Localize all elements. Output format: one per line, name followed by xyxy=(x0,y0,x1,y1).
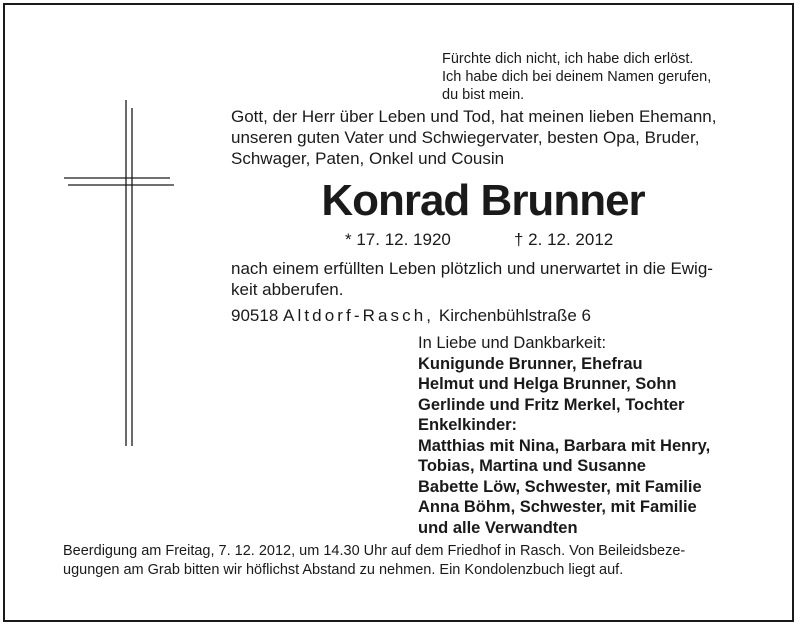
address-zip: 90518 xyxy=(231,306,279,325)
mourner-line: Babette Löw, Schwester, mit Familie xyxy=(418,477,702,496)
passing-line: keit abberufen. xyxy=(231,280,344,299)
passing-line: nach einem erfüllten Leben plötzlich und unerwartet in die Ewig- xyxy=(231,259,713,278)
birth-date: * 17. 12. 1920 xyxy=(345,230,451,249)
address-street: Kirchenbühlstraße 6 xyxy=(438,306,591,325)
verse-line: du bist mein. xyxy=(442,87,525,103)
mourner-line: Tobias, Martina und Susanne xyxy=(418,457,646,475)
death-date: † 2. 12. 2012 xyxy=(514,230,614,249)
mourner-line: Anna Böhm, Schwester, mit Familie xyxy=(418,498,697,516)
verse-line: Ich habe dich bei deinem Namen gerufen, xyxy=(442,69,712,85)
funeral-line: ugungen am Grab bitten wir höflichst Abstand zu nehmen. Ein Kondolenzbuch liegt auf. xyxy=(63,562,624,578)
mourner-line: Gerlinde und Fritz Merkel, Tochter xyxy=(418,395,685,414)
cross-icon xyxy=(64,100,174,450)
deceased-name: Konrad Brunner xyxy=(321,176,645,225)
mourner-line: Enkelkinder: xyxy=(418,416,518,434)
mourner-line: Kunigunde Brunner, Ehefrau xyxy=(418,354,643,373)
intro-text xyxy=(231,106,771,169)
address-town: Altdorf-Rasch, xyxy=(283,306,435,325)
mourners-lead: In Liebe und Dankbarkeit: xyxy=(418,334,607,352)
address xyxy=(231,305,591,326)
passing-text xyxy=(231,258,713,300)
intro-line: unseren guten Vater und Schwiegervater, besten Opa, Bruder, xyxy=(231,128,700,147)
bible-verse xyxy=(442,50,711,104)
mourners-list xyxy=(418,333,710,538)
intro-line: Schwager, Paten, Onkel und Cousin xyxy=(231,149,505,168)
funeral-line: Beerdigung am Freitag, 7. 12. 2012, um 14.30 Uhr auf dem Friedhof in Rasch. Von Beileidsbeze- xyxy=(63,543,686,559)
mourner-line: und alle Verwandten xyxy=(418,518,578,537)
mourner-line: Helmut und Helga Brunner, Sohn xyxy=(418,375,677,393)
verse-line: Fürchte dich nicht, ich habe dich erlöst. xyxy=(442,51,694,67)
mourner-line: Matthias mit Nina, Barbara mit Henry, xyxy=(418,436,711,455)
intro-line: Gott, der Herr über Leben und Tod, hat meinen lieben Ehemann, xyxy=(231,107,717,126)
funeral-info xyxy=(63,542,685,580)
